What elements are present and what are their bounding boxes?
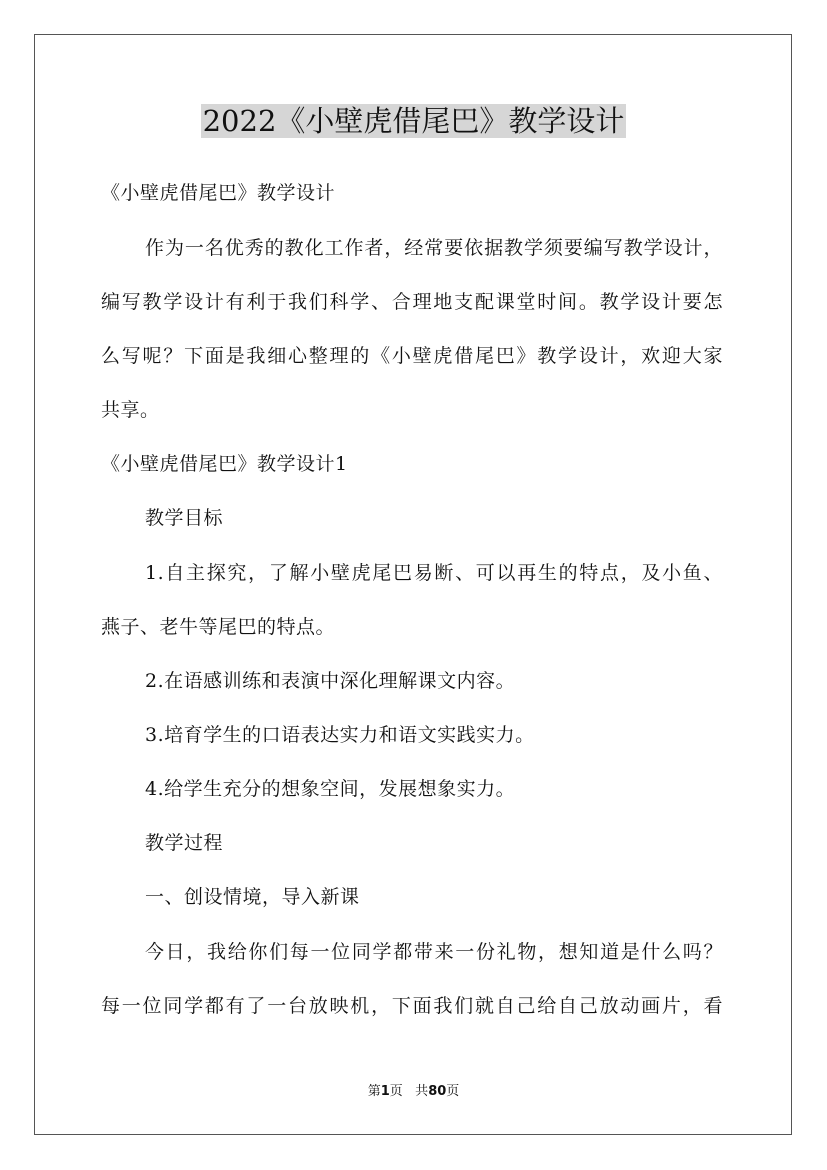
paragraph-line: 3.培育学生的口语表达实力和语文实践实力。 <box>145 724 535 746</box>
subsection-heading: 一、创设情境，导入新课 <box>145 886 360 908</box>
footer-page-prefix: 第 <box>367 1084 381 1099</box>
paragraph-line: 燕子、老牛等尾巴的特点。 <box>101 616 336 638</box>
footer-page-number: 1 <box>380 1084 390 1099</box>
document-title-text: 2022《小壁虎借尾巴》教学设计 <box>202 104 625 138</box>
footer-page-suffix: 页 <box>389 1084 403 1099</box>
paragraph-line: 编写教学设计有利于我们科学、合理地支配课堂时间。教学设计要怎 <box>101 291 723 313</box>
paragraph-line: 2.在语感训练和表演中深化理解课文内容。 <box>145 670 516 692</box>
subtitle-line: 《小壁虎借尾巴》教学设计 <box>101 182 336 204</box>
footer-total-pages: 80 <box>428 1084 447 1099</box>
paragraph-line: 作为一名优秀的教化工作者，经常要依据教学须要编写教学设计， <box>145 237 723 259</box>
document-title <box>0 100 827 142</box>
section-heading: 《小壁虎借尾巴》教学设计1 <box>101 453 348 475</box>
paragraph-line: 每一位同学都有了一台放映机，下面我们就自己给自己放动画片，看 <box>101 995 723 1017</box>
subsection-heading: 教学过程 <box>145 832 224 854</box>
paragraph-line: 今日，我给你们每一位同学都带来一份礼物，想知道是什么吗？ <box>145 941 723 963</box>
footer-total-suffix: 页 <box>446 1084 460 1099</box>
paragraph-line: 4.给学生充分的想象空间，发展想象实力。 <box>145 778 516 800</box>
paragraph-line: 共享。 <box>101 399 160 421</box>
paragraph-line: 么写呢？下面是我细心整理的《小壁虎借尾巴》教学设计，欢迎大家 <box>101 345 723 367</box>
page-footer <box>0 1083 827 1101</box>
footer-total-prefix: 共 <box>415 1084 429 1099</box>
subsection-heading: 教学目标 <box>145 507 224 529</box>
paragraph-line: 1.自主探究，了解小壁虎尾巴易断、可以再生的特点，及小鱼、 <box>145 562 723 584</box>
